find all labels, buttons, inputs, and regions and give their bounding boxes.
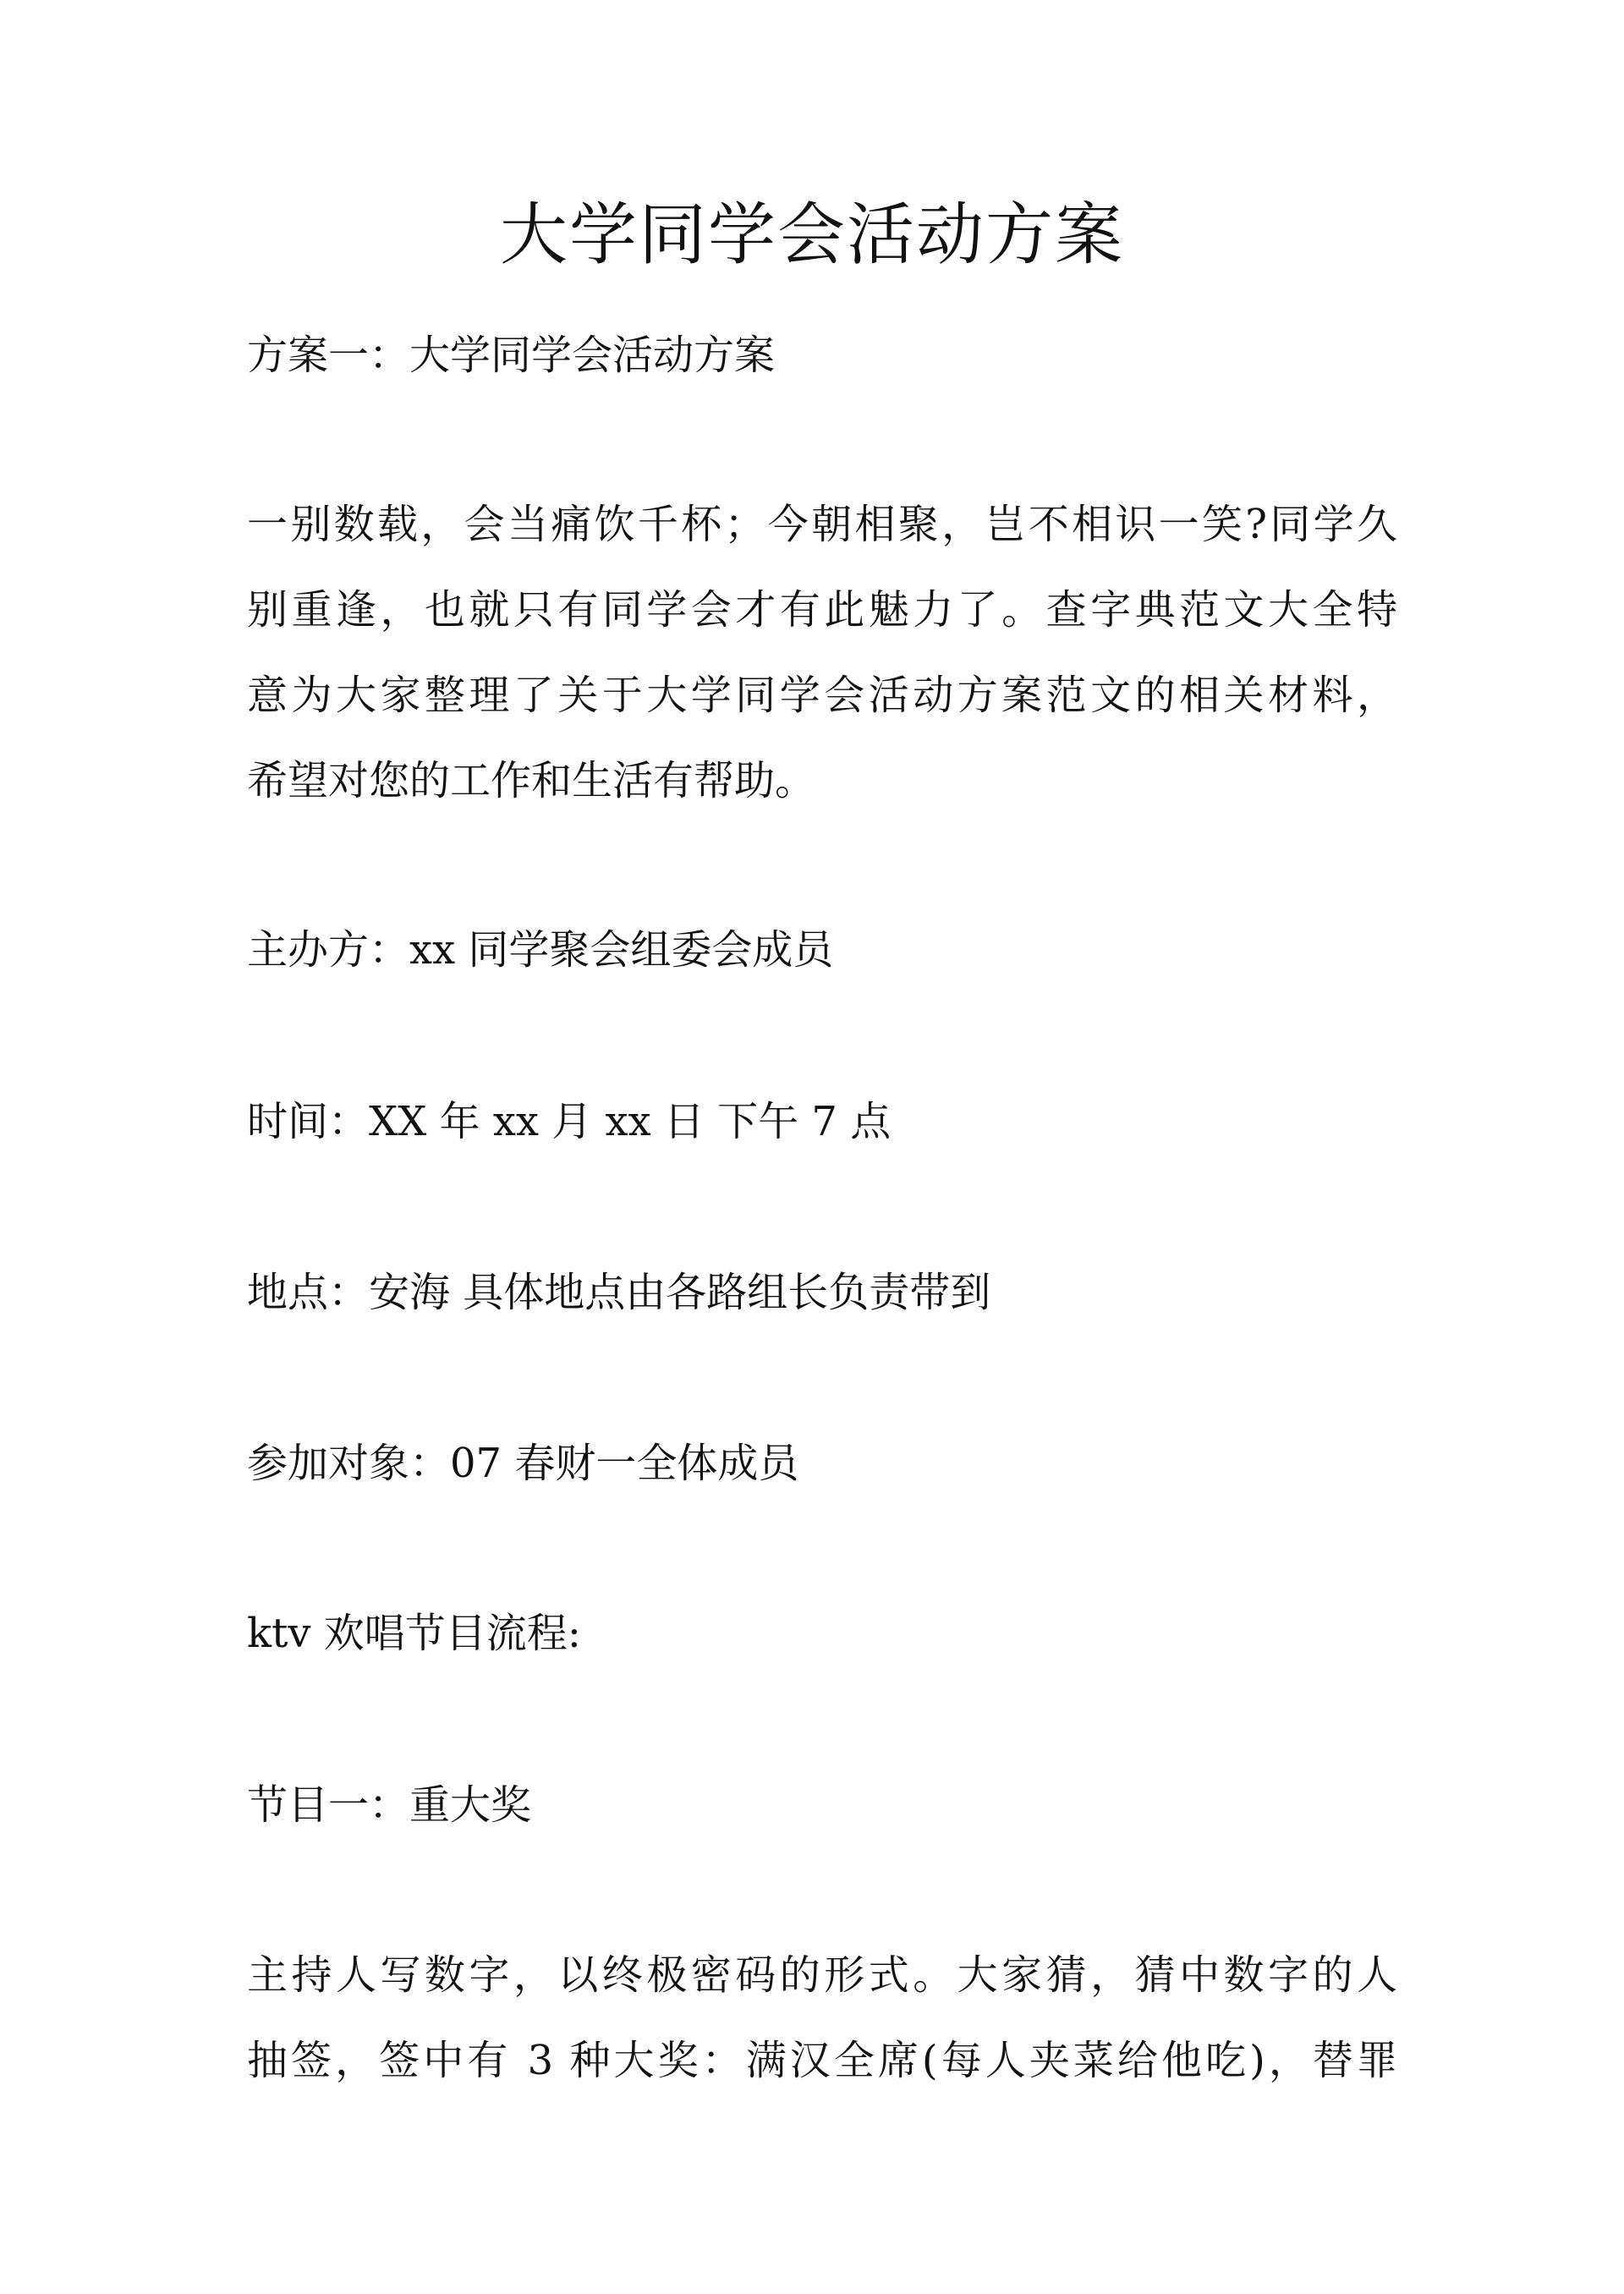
subtitle-heading: 方案一：大学同学会活动方案 bbox=[247, 332, 776, 379]
intro-line: 别重逢，也就只有同学会才有此魅力了。查字典范文大全特 bbox=[247, 586, 1397, 634]
participants-line: 参加对象：07 春财一全体成员 bbox=[247, 1440, 799, 1487]
intro-line: 意为大家整理了关于大学同学会活动方案范文的相关材料， bbox=[247, 672, 1397, 719]
time-line: 时间：XX 年 xx 月 xx 日 下午 7 点 bbox=[247, 1098, 892, 1145]
program-one-heading: 节目一：重大奖 bbox=[247, 1781, 532, 1829]
program-line: 主持人写数字，以终极密码的形式。大家猜，猜中数字的人 bbox=[247, 1951, 1397, 1999]
intro-paragraph bbox=[247, 482, 1397, 824]
intro-line: 希望对您的工作和生活有帮助。 bbox=[247, 757, 816, 804]
location-line: 地点：安海 具体地点由各路组长负责带到 bbox=[247, 1269, 991, 1316]
ktv-heading: ktv 欢唱节目流程: bbox=[247, 1610, 581, 1657]
program-line: 抽签，签中有 3 种大奖：满汉全席(每人夹菜给他吃)，替罪 bbox=[247, 2037, 1397, 2084]
document-title: 大学同学会活动方案 bbox=[500, 195, 1124, 274]
organizer-line: 主办方：xx 同学聚会组委会成员 bbox=[247, 926, 834, 974]
program-paragraph bbox=[247, 1933, 1397, 2104]
intro-line: 一别数载，会当痛饮千杯；今朝相聚，岂不相识一笑?同学久 bbox=[247, 501, 1397, 548]
